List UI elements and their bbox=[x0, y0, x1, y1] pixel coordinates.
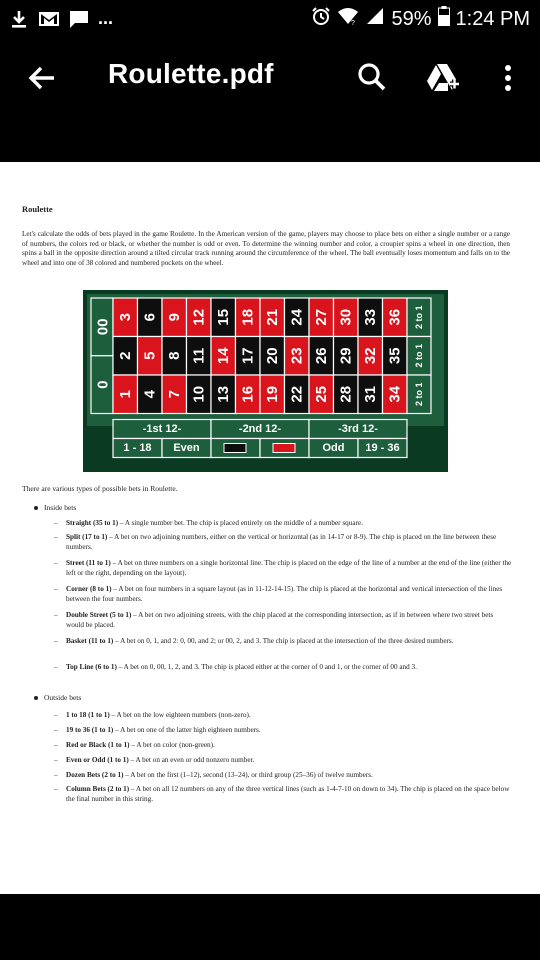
message-icon bbox=[68, 9, 90, 29]
dozen-label: -2nd 12- bbox=[238, 423, 282, 435]
inside-bets-heading bbox=[34, 503, 76, 512]
black-swatch bbox=[224, 444, 246, 453]
number-label: 2 bbox=[116, 351, 134, 360]
bet-description: – A bet on one of the latter high eighteen numbers. bbox=[113, 726, 261, 734]
notification-icons bbox=[8, 8, 113, 29]
number-label: 10 bbox=[190, 385, 208, 403]
number-label: 30 bbox=[337, 308, 355, 326]
bet-text bbox=[66, 663, 512, 673]
status-bar bbox=[0, 0, 540, 38]
inside-bets-label: Inside bets bbox=[44, 503, 77, 512]
bet-text bbox=[66, 519, 512, 529]
column-bet-label: 2 to 1 bbox=[414, 382, 424, 407]
bet-item bbox=[54, 611, 512, 630]
bet-item bbox=[54, 585, 512, 604]
bet-text bbox=[66, 741, 512, 751]
bet-name: Double Street (5 to 1) bbox=[66, 611, 132, 619]
number-label: 32 bbox=[361, 347, 379, 365]
bet-name: Column Bets (2 to 1) bbox=[66, 785, 130, 793]
bet-text bbox=[66, 726, 512, 736]
gmail-icon bbox=[38, 9, 60, 29]
bet-text bbox=[66, 785, 512, 804]
app-bar bbox=[0, 38, 540, 118]
bet-item bbox=[54, 785, 512, 804]
bet-item bbox=[54, 711, 512, 721]
battery-icon bbox=[438, 6, 450, 32]
number-label: 18 bbox=[239, 308, 257, 326]
drive-add-icon[interactable] bbox=[424, 60, 460, 96]
bet-description: – A bet on an even or odd nonzero number. bbox=[128, 756, 255, 764]
battery-percent: 59% bbox=[391, 7, 432, 30]
outside-bet-label: Even bbox=[173, 442, 200, 454]
download-icon bbox=[8, 9, 30, 29]
dash-bullet: – bbox=[54, 585, 58, 593]
bet-description: – A bet on four numbers in a square layout (as in 11-12-14-15). The chip is placed at the horizontal and vertical intersection of the lines between the four numbers. bbox=[66, 585, 503, 603]
number-label: 13 bbox=[214, 385, 232, 403]
document-heading: Roulette bbox=[22, 204, 53, 214]
column-bet-label: 2 to 1 bbox=[414, 343, 424, 368]
svg-text:?: ? bbox=[351, 20, 356, 26]
bet-item bbox=[54, 756, 512, 766]
number-label: 24 bbox=[288, 308, 306, 326]
dash-bullet: – bbox=[54, 741, 58, 749]
number-label: 14 bbox=[214, 347, 232, 365]
search-icon[interactable] bbox=[354, 60, 390, 96]
dozen-label: -1st 12- bbox=[142, 423, 182, 435]
number-label: 19 bbox=[263, 385, 281, 403]
number-label: 5 bbox=[141, 351, 159, 360]
number-label: 34 bbox=[386, 385, 404, 403]
bet-description: – A single number bet. The chip is placed entirely on the middle of a number square. bbox=[118, 519, 363, 527]
bet-description: – A bet on 0, 1, and 2: 0, 00, and 2; or 00, 2, and 3. The chip is placed at the intersection of the three desired numbers. bbox=[113, 637, 454, 645]
bet-text bbox=[66, 637, 512, 647]
dash-bullet: – bbox=[54, 559, 58, 567]
column-bet-label: 2 to 1 bbox=[414, 305, 424, 330]
number-label: 23 bbox=[288, 347, 306, 365]
outside-bets-label: Outside bets bbox=[44, 693, 82, 702]
dash-bullet: – bbox=[54, 711, 58, 719]
number-label: 33 bbox=[361, 308, 379, 326]
number-label: 31 bbox=[361, 385, 379, 403]
red-swatch bbox=[273, 444, 295, 453]
number-label: 35 bbox=[386, 347, 404, 365]
number-label: 27 bbox=[312, 308, 330, 326]
number-label: 3 bbox=[116, 313, 134, 322]
document-title: Roulette.pdf bbox=[108, 58, 274, 89]
bet-name: Top Line (6 to 1) bbox=[66, 663, 117, 671]
number-label: 6 bbox=[141, 313, 159, 322]
zero-label: 0 bbox=[93, 380, 111, 389]
bet-types-intro: There are various types of possible bets in Roulette. bbox=[22, 484, 178, 493]
number-label: 12 bbox=[190, 308, 208, 326]
intro-paragraph: Let's calculate the odds of bets played in the game Roulette. In the American version of the game, players may choose to place bets on either a single number or a range of numbers, the colors red or black, or whether the number is odd or even. To determine the winning number and color, a croupier spins a wheel in one direction, then spins a ball in the opposite direction around a tilted circular track running around the circumference of the wheel. The ball eventually loses momentum and falls on to the wheel and into one of 38 colored and numbered pockets on the wheel. bbox=[22, 230, 510, 267]
bet-description: – A bet on two adjoining numbers, either on the vertical or horizontal (as in 14-17 or 8-9). The chip is placed on the line between these numbers. bbox=[66, 533, 497, 551]
number-label: 28 bbox=[337, 385, 355, 403]
bet-description: – A bet on 0, 00, 1, 2, and 3. The chip is placed either at the corner of 0 and 1, or the corner of 00 and 3. bbox=[116, 663, 417, 671]
back-arrow-icon[interactable] bbox=[24, 60, 60, 96]
bullet-icon bbox=[34, 696, 38, 700]
outside-bet-label: 1 - 18 bbox=[123, 442, 152, 454]
bet-name: Dozen Bets (2 to 1) bbox=[66, 771, 124, 779]
number-label: 16 bbox=[239, 385, 257, 403]
number-label: 1 bbox=[116, 390, 134, 399]
number-label: 29 bbox=[337, 347, 355, 365]
bet-name: Street (11 to 1) bbox=[66, 559, 111, 567]
number-label: 20 bbox=[263, 347, 281, 365]
dozen-label: -3rd 12- bbox=[338, 423, 378, 435]
clock: 1:24 PM bbox=[455, 7, 530, 30]
dash-bullet: – bbox=[54, 637, 58, 645]
number-label: 22 bbox=[288, 385, 306, 403]
bet-item bbox=[54, 771, 512, 781]
bet-name: 19 to 36 (1 to 1) bbox=[66, 726, 114, 734]
bet-description: – A bet on three numbers on a single horizontal line. The chip is placed on the edge of the line of a number at the end of the line (either the left or the right, depending on the layout). bbox=[66, 559, 512, 577]
dash-bullet: – bbox=[54, 663, 58, 671]
bet-description: – A bet on two adjoining streets, with the chip placed at the corresponding intersection, as if in between where two street bets would be placed. bbox=[66, 611, 494, 629]
bet-name: Split (17 to 1) bbox=[66, 533, 108, 541]
pdf-page[interactable] bbox=[0, 162, 540, 894]
bet-description: – A bet on the first (1–12), second (13–24), or third group (25–36) of twelve numbers. bbox=[123, 771, 373, 779]
signal-icon bbox=[365, 6, 385, 32]
number-label: 9 bbox=[165, 313, 183, 322]
number-label: 25 bbox=[312, 385, 330, 403]
bet-name: Corner (8 to 1) bbox=[66, 585, 112, 593]
bet-text bbox=[66, 533, 512, 552]
bet-name: 1 to 18 (1 to 1) bbox=[66, 711, 110, 719]
number-label: 11 bbox=[190, 347, 208, 364]
number-label: 8 bbox=[165, 351, 183, 360]
outside-bet-label: 19 - 36 bbox=[365, 442, 400, 454]
bet-name: Even or Odd (1 to 1) bbox=[66, 756, 129, 764]
number-label: 4 bbox=[141, 390, 159, 399]
bet-item bbox=[54, 559, 512, 578]
outside-bets-heading bbox=[34, 693, 81, 702]
dash-bullet: – bbox=[54, 785, 58, 793]
more-notifications: ... bbox=[98, 8, 114, 28]
bet-description: – A bet on color (non-green). bbox=[129, 741, 215, 749]
bullet-icon bbox=[34, 506, 38, 510]
outside-bet-label: Odd bbox=[322, 442, 345, 454]
number-label: 15 bbox=[214, 308, 232, 326]
dash-bullet: – bbox=[54, 756, 58, 764]
bet-text bbox=[66, 585, 512, 604]
bet-item bbox=[54, 663, 512, 673]
more-vert-icon[interactable] bbox=[490, 60, 526, 96]
number-label: 36 bbox=[386, 308, 404, 326]
dash-bullet: – bbox=[54, 519, 58, 527]
bet-text bbox=[66, 711, 512, 721]
number-label: 7 bbox=[165, 390, 183, 399]
bet-text bbox=[66, 611, 512, 630]
roulette-table-figure bbox=[83, 290, 448, 472]
wifi-icon bbox=[337, 6, 359, 32]
dash-bullet: – bbox=[54, 771, 58, 779]
bet-item bbox=[54, 741, 512, 751]
bet-item bbox=[54, 726, 512, 736]
bottom-bar bbox=[0, 894, 540, 960]
bet-item bbox=[54, 637, 512, 647]
bet-item bbox=[54, 533, 512, 552]
number-label: 26 bbox=[312, 347, 330, 365]
bet-text bbox=[66, 756, 512, 766]
bet-name: Red or Black (1 to 1) bbox=[66, 741, 130, 749]
bet-text bbox=[66, 771, 512, 781]
alarm-icon bbox=[311, 6, 331, 32]
dash-bullet: – bbox=[54, 611, 58, 619]
dash-bullet: – bbox=[54, 533, 58, 541]
number-label: 17 bbox=[239, 347, 257, 365]
dash-bullet: – bbox=[54, 726, 58, 734]
number-label: 21 bbox=[263, 308, 281, 326]
bet-description: – A bet on all 12 numbers on any of the three vertical lines (such as 1-4-7-10 on down to 34). The chip is placed on the space below the final number in this string. bbox=[66, 785, 510, 803]
bet-item bbox=[54, 519, 512, 529]
bet-text bbox=[66, 559, 512, 578]
bet-name: Basket (11 to 1) bbox=[66, 637, 114, 645]
bet-description: – A bet on the low eighteen numbers (non-zero). bbox=[109, 711, 251, 719]
zero-label: 00 bbox=[93, 318, 111, 336]
bet-name: Straight (35 to 1) bbox=[66, 519, 119, 527]
